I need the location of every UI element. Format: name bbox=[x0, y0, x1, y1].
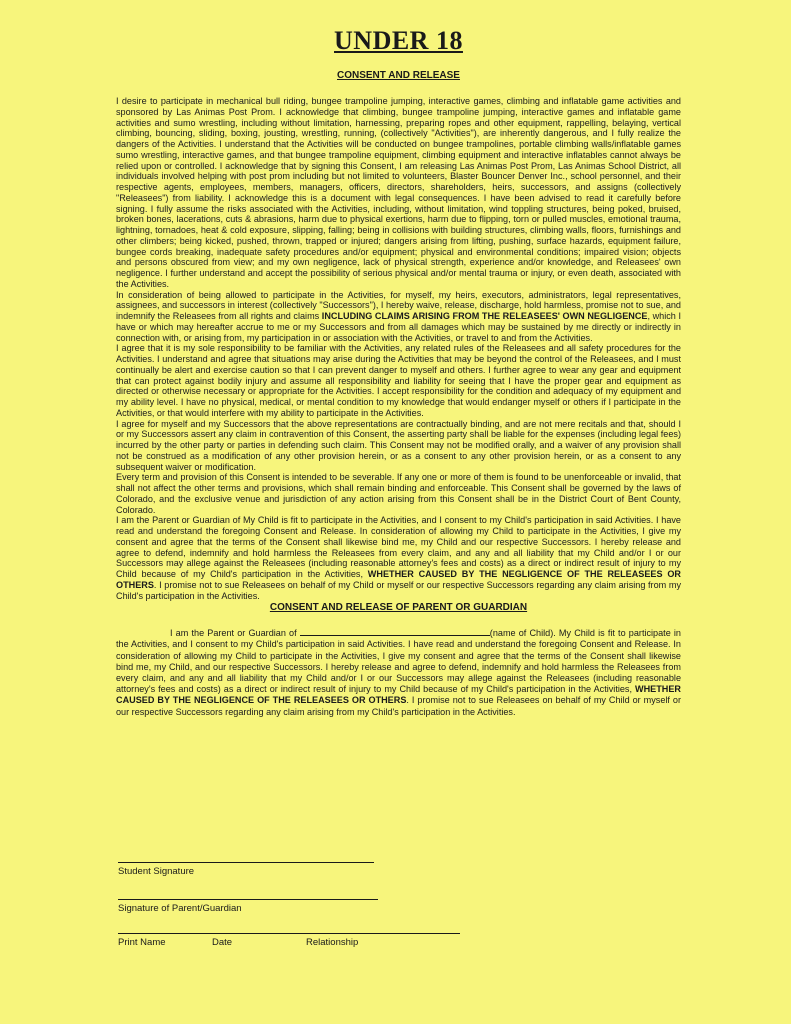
paragraph-binding: I agree for myself and my Successors that the above representations are contractually binding, and are not mere recitals and that, should I or my Successors assert any claim in contravention of this Consent, the asserting party shall be liable for the expenses (including legal fees) incurred by the other party or parties in defending such claim. This Consent may not be modified orally, and a waiver of any provision shall not be construed as a modification of any other provision herein, or as a consent to any other provision herein, or as a consent to any subsequent waiver or modification. bbox=[116, 418, 681, 472]
paragraph-guardian bbox=[116, 515, 681, 601]
print-info-block bbox=[118, 933, 460, 948]
waiver-bold-clause: INCLUDING CLAIMS ARISING FROM THE RELEASEES' OWN NEGLIGENCE bbox=[321, 311, 648, 321]
child-name-hint: (name of Child). bbox=[489, 628, 556, 639]
parent-text-b: . I promise not to sue Releasees on behalf of my Child or myself or our respective Successors regarding any claim arising from my Child's participation in the Activities. bbox=[116, 695, 682, 717]
date-label: Date bbox=[212, 937, 233, 948]
parent-bold-clause: WHETHER CAUSED BY THE NEGLIGENCE OF THE RELEASEES OR OTHERS bbox=[116, 684, 681, 706]
print-info-line[interactable] bbox=[118, 933, 460, 934]
student-signature-label: Student Signature bbox=[118, 866, 195, 877]
student-signature-block bbox=[118, 862, 374, 877]
parent-signature-block bbox=[118, 899, 378, 914]
parent-signature-line[interactable] bbox=[118, 899, 378, 900]
guardian-text-a: I am the Parent or Guardian of My Child is fit to participate in the Activities, and I consent to my Child's participation in said Activities. I have read and understand the foregoing Consent and Release. In consideration of allowing my Child to participate in the Activities, I give my consent and agree that the terms of the Consent shall likewise bind me, my Child and our respective Successors. I hereby release and agree to defend, indemnify and hold harmless the Releasees from every claim, and any and all liability that my Child and/or I or our Successors may allege against the Releasees (including reasonable attorney's fees and costs) as a direct or indirect result of injury to my Child because of my Child's participation in the Activities, bbox=[116, 515, 681, 579]
guardian-bold-clause: WHETHER CAUSED BY THE NEGLIGENCE OF THE RELEASEES OR OTHERS bbox=[116, 569, 681, 590]
parent-lead-text: I am the Parent or Guardian of bbox=[170, 628, 300, 639]
waiver-text-b: , which I have or which may hereafter accrue to me or my Successors and from all damages which may be sustained by me directly or indirectly in connection with, or arising from, my participation in or association with the Activities, or travel to and from the Activities. bbox=[116, 311, 681, 343]
guardian-text-b: . I promise not to sue Releasees on behalf of my Child or myself or our respective Successors regarding any claim arising from my Child's participation in the Activities. bbox=[116, 579, 681, 601]
paragraph-severable: Every term and provision of this Consent is intended to be severable. If any one or more of them is found to be unenforceable or invalid, that shall not affect the other terms and provisions, which shall remain binding and enforceable. This Consent shall be governed by the laws of Colorado, and the exclusive venue and jurisdiction of any action arising from this Consent shall be in the District Court of Bent County, Colorado. bbox=[116, 472, 681, 515]
parent-text-a: My Child is fit to participate in the Activities, and I consent to my Child's participation in said Activities. I have read and understand the foregoing Consent and Release. In consideration of allowing my Child to participate in the Activities, I give my consent and agree that the terms of the Consent shall likewise bind me, my Child, and our respective Successors. I hereby release and agree to defend, indemnify and hold harmless the Releasees from every claim, and any and all liability that my Child and/or I or our Successors may allege against the Releasees (including reasonable attorney's fees and costs) as a direct or indirect result of injury to my Child because of my Child's participation in the Activities, bbox=[116, 628, 681, 695]
print-name-label: Print Name bbox=[118, 937, 166, 948]
relationship-label: Relationship bbox=[306, 937, 359, 948]
parent-consent-heading: CONSENT AND RELEASE OF PARENT OR GUARDIAN bbox=[269, 602, 528, 614]
waiver-text-a: In consideration of being allowed to participate in the Activities, for myself, my heirs, executors, administrators, legal representatives, assignees, and successors in interest (collectively "Successors"), I hereby waive, release, discharge, hold harmless, promise not to sue, and indemnify the Releasees from all rights and claims bbox=[116, 289, 681, 321]
paragraph-responsibility: I agree that it is my sole responsibility to be familiar with the Activities, any related rules of the Releasees and all safety procedures for the Activities. I understand and agree that situations may arise during the Activities that may be beyond the control of the Releasees, and I must continually be alert and exercise caution so that I can prevent danger to myself and others. I further agree to wear any gear and equipment that can protect against bodily injury and assume all responsibility and liability for seeing that I have the proper gear and equipment as directed or otherwise necessary or appropriate for the Activities. I accept responsibility for the condition and adequacy of my equipment and my ability level. I have no physical, medical, or mental condition to my knowledge that would endanger myself or others if I participate in the Activities, or that would interfere with my ability to participate in the Activities. bbox=[116, 343, 681, 418]
paragraph-activities: I desire to participate in mechanical bull riding, bungee trampoline jumping, interactive games, climbing and inflatable game activities and sponsored by Las Animas Post Prom. I acknowledge that climbing, bungee trampoline jumping, interactive games and inflatable game activities and sumo wrestling, including without limitation, harnessing, preparing ropes and other equipment, rappelling, belaying, vertical climbing, bouncing, sliding, boxing, jousting, wrestling, running, (collectively "Activities"), are inherently dangerous, and I fully realize the dangers of the Activities. I understand that the Activities will be conducted on bungee trampolines, portable climbing walls/inflatable games sumo wrestling, interactive games, and that bungee trampoline equipment, climbing equipment and interactive inflatables cannot always be relied upon or controlled. I acknowledge that by signing this Consent, I am releasing Las Animas Post Prom, Las Animas School District, all individuals involved helping with post prom including but not limited to volunteers, Blaster Bouncer Denver Inc., school personnel, and their respective agents, employees, members, managers, officers, directors, shareholders, heirs, successors, and assigns (collectively "Releasees") from liability. I acknowledge this is a document with legal consequences. I have been advised to read it carefully before signing. I fully assume the risks associated with the Activities, including, without limitation, wind toppling structures, being poked, bruised, broken bones, lacerations, cuts & abrasions, harm due to physical exertions, harm due to flipping, torn or pulled muscles, emotional trauma, lightning, tornadoes, heat & cold exposure, slipping, falling; being in collisions with building structures, climbing walls, floors, furnishings and other climbers; being kicked, pushed, thrown, trapped or injured; dangers arising from lifting, pushing, surface hazards, equipment failure, bungee cords breaking, inadequate safety procedures and/or equipment; physical and environmental conditions; impaired vision; objects and persons obscured from view; and my own negligence, lack of physical strength, experience and/or knowledge, and Releasees' own negligence. I further understand and accept the possibility of serious physical and/or mental trauma or injury, or even death, associated with the Activities. bbox=[116, 96, 681, 289]
child-name-field[interactable] bbox=[300, 626, 490, 636]
document-title: UNDER 18 bbox=[334, 26, 463, 55]
parent-signature-label: Signature of Parent/Guardian bbox=[118, 903, 242, 914]
release-body bbox=[116, 96, 681, 601]
student-signature-line[interactable] bbox=[118, 862, 374, 863]
parent-consent-paragraph bbox=[116, 626, 681, 718]
paragraph-waiver bbox=[116, 290, 681, 344]
consent-release-heading: CONSENT AND RELEASE bbox=[337, 70, 460, 81]
